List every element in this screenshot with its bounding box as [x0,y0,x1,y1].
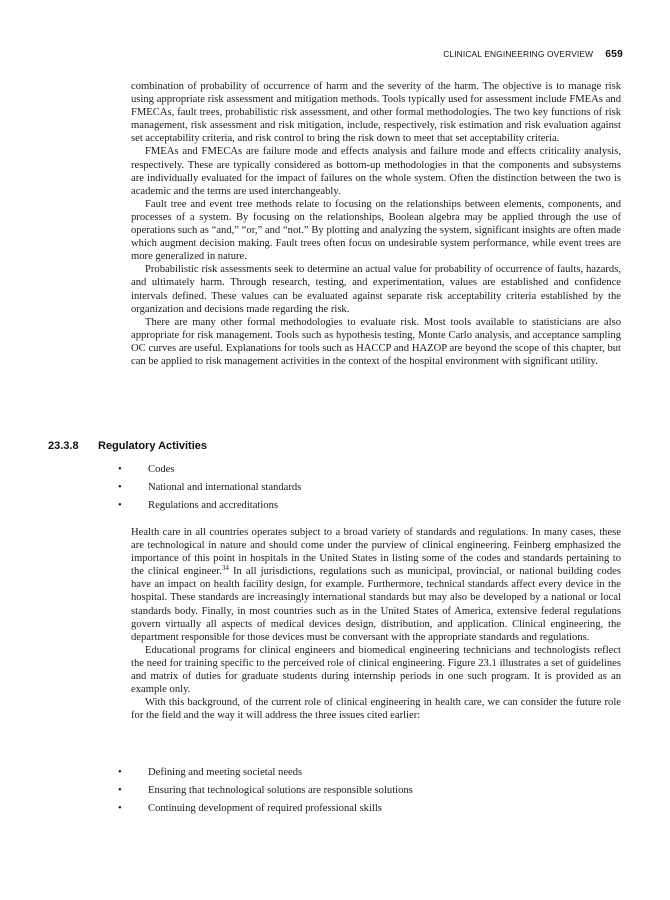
running-header [443,49,623,60]
bullet-icon: • [118,499,122,511]
paragraph: combination of probability of occurrence of harm and the severity of the harm. The objective is to manage risk using appropriate risk assessment and mitigation methods. Tools typically used for assessment include FMEAs and FMECAs, fault trees, probabilistic risk assessment, and other formal methodologies. The two key functions of risk management, risk assessment and risk mitigation, include, respectively, risk estimation and risk evaluation against set acceptability criteria, and risk control to bring the risk down to meet that set acceptability criteria. [131,81,621,145]
paragraph: Fault tree and event tree methods relate to focusing on the relationships between elements, components, and processes of a system. By focusing on the relationships, Boolean algebra may be applied through the use of operations such as “and,” “or,” and “not.” By plotting and analyzing the system, significant insights are often made which augment decision making. Fault trees often focus on undesirable system performance, while event trees are more generalized in nature. [131,198,621,263]
paragraph-text: In all jurisdictions, regulations such as municipal, provincial, or national building codes have an impact on health facility design, for example. Furthermore, technical standards affect every device in the hospital. These standards are increasingly international standards but may also be developed by a national or local standards body. Finally, in most countries such as in the United States of America, extensive federal regulations govern virtually all aspects of medical devices design, distribution, and application. Clinical engineering, the department responsible for those devices must be conversant with the appropriate standards and regulations. [131,566,621,643]
bullet-icon: • [118,464,122,475]
paragraph: Educational programs for clinical engineers and biomedical engineering technicians and technologists reflect the need for training specific to the perceived role of clinical engineering. Figure 23.1 illustrates a set of guidelines and matrix of duties for graduate students during internship periods in one such program. It is provided as an example only. [131,644,621,696]
running-title: CLINICAL ENGINEERING OVERVIEW [443,49,594,59]
section-heading [48,440,207,452]
list-item-text: Continuing development of required professional skills [148,802,382,814]
list-item [118,764,413,782]
bullet-icon: • [118,784,122,796]
bullet-icon: • [118,767,122,778]
section-title: Regulatory Activities [98,440,208,452]
list-item [118,782,413,800]
list-item [118,800,413,818]
reference-superscript: 34 [221,564,229,573]
paragraph: There are many other formal methodologies to evaluate risk. Most tools available to statisticians are also appropriate for risk management. Tools such as hypothesis testing, Monte Carlo analysis, and acceptance sampling OC curves are useful. Explanations for tools such as HACCP and HAZOP are beyond the scope of this chapter, but can be applied to risk management activities in the context of the hospital environment with significant utility. [131,316,621,367]
page-number: 659 [605,49,623,60]
paragraph [131,526,621,644]
list-item-text: Defining and meeting societal needs [148,767,303,778]
bullet-icon: • [118,481,122,493]
list-item-text: Codes [148,464,175,475]
list-item-text: Ensuring that technological solutions are responsible solutions [148,784,413,796]
section-number: 23.3.8 [48,440,79,452]
body-text-top [131,80,621,368]
body-text-bottom [131,526,621,722]
list-item [118,497,301,515]
list-item [118,461,301,479]
paragraph: With this background, of the current role of clinical engineering in health care, we can consider the future role for the field and the way it will address the three issues cited earlier: [131,697,621,722]
paragraph-text: Health care in all countries operates subject to a broad variety of standards and regulations. In many cases, these are technological in nature and should come under the purview of clinical engineering. Feinberg emphasized the importance of this point in hospitals in the United States in listing some of the codes and standards pertaining to the clinical engineer. [131,527,621,578]
paragraph: Probabilistic risk assessments seek to determine an actual value for probability of occurrence of faults, hazards, and ultimately harm. Through research, testing, and experimentation, values are established and confidence intervals defined. These values can be evaluated against separate risk acceptability criteria established by the organization and decisions made regarding the risk. [131,264,621,315]
list-item-text: National and international standards [148,481,302,493]
paragraph: FMEAs and FMECAs are failure mode and effects analysis and failure mode and effects criticality analysis, respectively. These are typically considered as bottom-up methodologies in that the components and subsystems are individually evaluated for the impact of failures on the whole system. Often the distinction between the two is academic and the terms are used interchangeably. [131,146,621,197]
list-item [118,479,301,497]
list-item-text: Regulations and accreditations [148,499,279,511]
bullet-icon: • [118,802,122,814]
bullet-list-regulatory [118,461,301,514]
bullet-list-future-role [118,764,413,817]
